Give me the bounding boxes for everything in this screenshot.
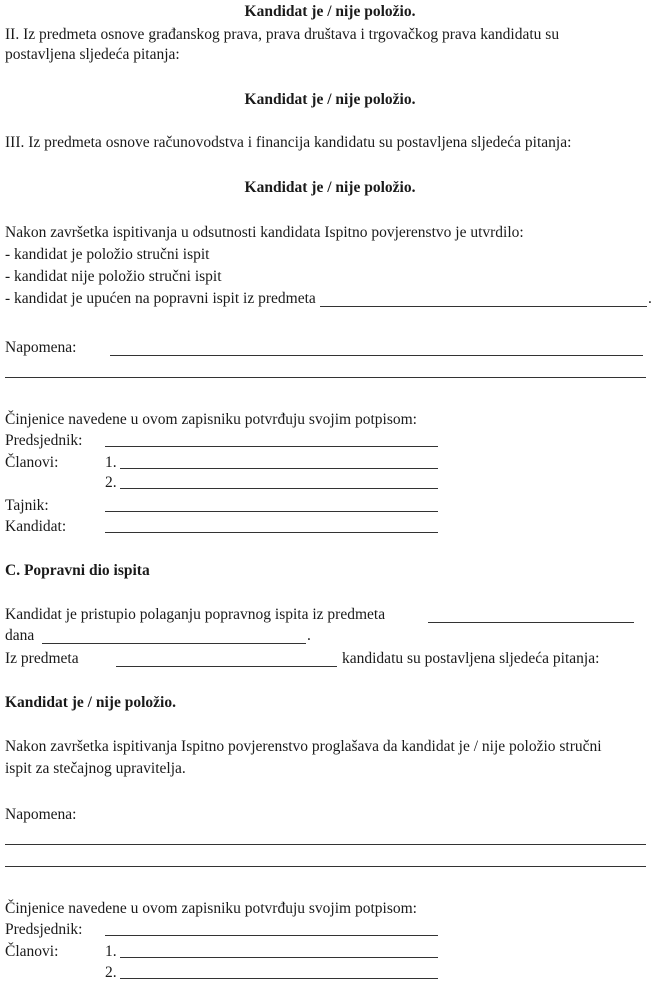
result-heading: Kandidat je / nije položio.	[244, 91, 416, 108]
section-c-title: C. Popravni dio ispita	[5, 562, 150, 579]
retake-subject-field[interactable]	[428, 622, 634, 623]
member-1-signature-field[interactable]	[120, 468, 438, 469]
candidate-label: Kandidat:	[5, 518, 67, 535]
retake-line: Kandidat je pristupio polaganju popravnog ispita iz predmeta	[5, 606, 386, 623]
candidate-signature-field[interactable]	[105, 532, 438, 533]
date-field[interactable]	[42, 643, 306, 644]
section-ii-text: II. Iz predmeta osnove građanskog prava, prava društava i trgovačkog prava kandidatu su	[5, 26, 560, 43]
retake-result: Kandidat je / nije položio.	[5, 694, 176, 711]
president-signature-field[interactable]	[105, 935, 438, 936]
members-label: Članovi:	[5, 454, 59, 471]
member-1-number: 1.	[105, 943, 117, 960]
questions-text: kandidatu su postavljena sljedeća pitanja:	[342, 650, 600, 667]
member-1-signature-field[interactable]	[120, 957, 438, 958]
note-field[interactable]	[5, 844, 646, 845]
note-field[interactable]	[110, 355, 643, 356]
note-field-line2[interactable]	[5, 377, 646, 378]
note-label: Napomena:	[5, 806, 77, 823]
member-2-number: 2.	[105, 964, 117, 981]
final-text: Nakon završetka ispitivanja Ispitno povjerenstvo proglašava da kandidat je / nije položio stručni	[5, 738, 602, 755]
president-signature-field[interactable]	[105, 446, 438, 447]
conclusion-intro: Nakon završetka ispitivanja u odsutnosti kandidata Ispitno povjerenstvo je utvrdilo:	[5, 224, 524, 241]
signatures-intro: Činjenice navedene u ovom zapisniku potvrđuju svojim potpisom:	[5, 900, 417, 917]
period: .	[648, 290, 652, 307]
period: .	[307, 627, 311, 644]
final-text: ispit za stečajnog upravitelja.	[5, 760, 186, 777]
section-ii-text: postavljena sljedeća pitanja:	[5, 46, 180, 63]
result-heading: Kandidat je / nije položio.	[244, 3, 416, 20]
secretary-signature-field[interactable]	[105, 511, 438, 512]
section-iii-text: III. Iz predmeta osnove računovodstva i financija kandidatu su postavljena sljedeća pitanja:	[5, 134, 572, 151]
option-failed: - kandidat nije položio stručni ispit	[5, 268, 222, 285]
subject-field[interactable]	[116, 666, 337, 667]
member-2-signature-field[interactable]	[120, 978, 438, 979]
signatures-intro: Činjenice navedene u ovom zapisniku potvrđuju svojim potpisom:	[5, 411, 417, 428]
secretary-label: Tajnik:	[5, 497, 49, 514]
president-label: Predsjednik:	[5, 921, 83, 938]
option-retake: - kandidat je upućen na popravni ispit iz predmeta	[5, 290, 316, 307]
retake-subject-field[interactable]	[320, 306, 647, 307]
member-1-number: 1.	[105, 454, 117, 471]
member-2-number: 2.	[105, 474, 117, 491]
subject-label: Iz predmeta	[5, 650, 79, 667]
option-passed: - kandidat je položio stručni ispit	[5, 246, 210, 263]
note-label: Napomena:	[5, 339, 77, 356]
member-2-signature-field[interactable]	[120, 488, 438, 489]
result-heading: Kandidat je / nije položio.	[244, 179, 416, 196]
date-label: dana	[5, 627, 35, 644]
members-label: Članovi:	[5, 943, 59, 960]
president-label: Predsjednik:	[5, 432, 83, 449]
note-field-line2[interactable]	[5, 866, 646, 867]
